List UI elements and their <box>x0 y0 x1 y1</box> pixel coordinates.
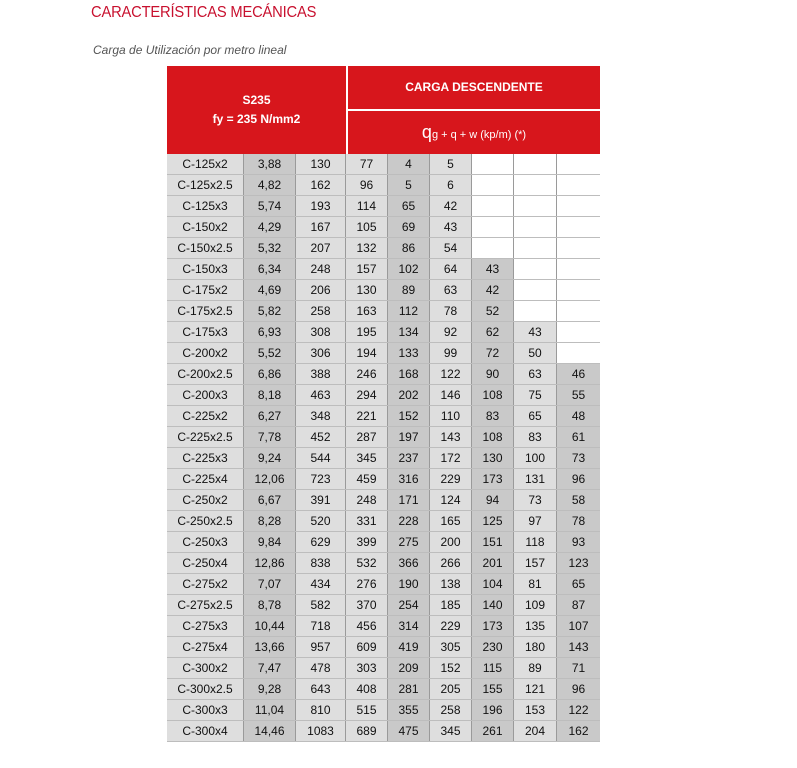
profile-cell: C-225x3 <box>167 448 244 468</box>
value-cell: 55 <box>557 385 600 405</box>
value-cell: 810 <box>296 700 346 720</box>
table-row <box>167 553 600 574</box>
value-cell: 6 <box>430 175 472 195</box>
value-cell: 130 <box>346 280 388 300</box>
value-cell: 544 <box>296 448 346 468</box>
value-cell: 306 <box>296 343 346 363</box>
profile-cell: C-250x4 <box>167 553 244 573</box>
value-cell: 308 <box>296 322 346 342</box>
page-title: CARACTERÍSTICAS MECÁNICAS <box>91 4 317 21</box>
table-row <box>167 238 600 259</box>
value-cell: 7,47 <box>244 658 296 678</box>
value-cell: 94 <box>472 490 514 510</box>
value-cell: 6,27 <box>244 406 296 426</box>
table-row <box>167 259 600 280</box>
value-cell: 266 <box>430 553 472 573</box>
value-cell: 133 <box>388 343 430 363</box>
value-cell: 146 <box>430 385 472 405</box>
profile-cell: C-225x2 <box>167 406 244 426</box>
profile-cell: C-200x3 <box>167 385 244 405</box>
value-cell: 303 <box>346 658 388 678</box>
value-cell: 50 <box>514 343 557 363</box>
value-cell <box>472 196 514 216</box>
table-row <box>167 637 600 658</box>
value-cell: 391 <box>296 490 346 510</box>
table-row <box>167 175 600 196</box>
value-cell: 4 <box>388 154 430 174</box>
value-cell: 193 <box>296 196 346 216</box>
value-cell: 838 <box>296 553 346 573</box>
value-cell: 152 <box>430 658 472 678</box>
table-row <box>167 154 600 175</box>
value-cell: 63 <box>514 364 557 384</box>
value-cell: 143 <box>557 637 600 657</box>
value-cell: 152 <box>388 406 430 426</box>
value-cell: 197 <box>388 427 430 447</box>
value-cell: 132 <box>346 238 388 258</box>
value-cell: 6,93 <box>244 322 296 342</box>
value-cell: 43 <box>430 217 472 237</box>
value-cell: 115 <box>472 658 514 678</box>
value-cell: 43 <box>514 322 557 342</box>
table-row <box>167 196 600 217</box>
value-cell: 162 <box>296 175 346 195</box>
profile-cell: C-200x2 <box>167 343 244 363</box>
value-cell: 65 <box>514 406 557 426</box>
value-cell: 130 <box>296 154 346 174</box>
value-cell: 110 <box>430 406 472 426</box>
value-cell: 331 <box>346 511 388 531</box>
value-cell <box>557 217 600 237</box>
value-cell: 78 <box>557 511 600 531</box>
value-cell: 254 <box>388 595 430 615</box>
value-cell: 8,28 <box>244 511 296 531</box>
table-row <box>167 700 600 721</box>
profile-cell: C-275x4 <box>167 637 244 657</box>
table-body <box>167 154 600 742</box>
value-cell: 54 <box>430 238 472 258</box>
profile-cell: C-300x3 <box>167 700 244 720</box>
value-cell: 209 <box>388 658 430 678</box>
value-cell: 167 <box>296 217 346 237</box>
load-formula-header <box>348 111 600 154</box>
value-cell: 138 <box>430 574 472 594</box>
steel-grade-header <box>167 66 346 154</box>
value-cell: 348 <box>296 406 346 426</box>
value-cell: 9,84 <box>244 532 296 552</box>
table-row <box>167 658 600 679</box>
value-cell: 9,28 <box>244 679 296 699</box>
value-cell: 478 <box>296 658 346 678</box>
value-cell: 122 <box>430 364 472 384</box>
value-cell: 459 <box>346 469 388 489</box>
value-cell: 185 <box>430 595 472 615</box>
value-cell: 73 <box>557 448 600 468</box>
value-cell: 5,74 <box>244 196 296 216</box>
value-cell: 107 <box>557 616 600 636</box>
profile-cell: C-125x2.5 <box>167 175 244 195</box>
value-cell: 86 <box>388 238 430 258</box>
yield-strength-label: fy = 235 N/mm2 <box>212 112 301 126</box>
value-cell <box>472 217 514 237</box>
value-cell: 173 <box>472 469 514 489</box>
value-cell <box>472 154 514 174</box>
value-cell: 180 <box>514 637 557 657</box>
value-cell: 204 <box>514 721 557 741</box>
value-cell: 89 <box>388 280 430 300</box>
value-cell: 130 <box>472 448 514 468</box>
value-cell: 112 <box>388 301 430 321</box>
value-cell: 77 <box>346 154 388 174</box>
value-cell: 246 <box>346 364 388 384</box>
value-cell <box>514 301 557 321</box>
value-cell <box>557 259 600 279</box>
value-cell: 305 <box>430 637 472 657</box>
table-row <box>167 427 600 448</box>
value-cell: 206 <box>296 280 346 300</box>
value-cell: 370 <box>346 595 388 615</box>
value-cell: 90 <box>472 364 514 384</box>
value-cell: 125 <box>472 511 514 531</box>
value-cell <box>557 322 600 342</box>
value-cell: 92 <box>430 322 472 342</box>
value-cell: 108 <box>472 427 514 447</box>
value-cell: 162 <box>557 721 600 741</box>
value-cell: 135 <box>514 616 557 636</box>
value-cell: 194 <box>346 343 388 363</box>
table-row <box>167 511 600 532</box>
value-cell: 104 <box>472 574 514 594</box>
table-row <box>167 301 600 322</box>
value-cell: 4,69 <box>244 280 296 300</box>
value-cell: 723 <box>296 469 346 489</box>
value-cell: 261 <box>472 721 514 741</box>
profile-cell: C-200x2.5 <box>167 364 244 384</box>
value-cell: 221 <box>346 406 388 426</box>
value-cell: 157 <box>346 259 388 279</box>
table-row <box>167 616 600 637</box>
value-cell: 207 <box>296 238 346 258</box>
value-cell: 13,66 <box>244 637 296 657</box>
value-cell: 532 <box>346 553 388 573</box>
value-cell: 75 <box>514 385 557 405</box>
value-cell: 96 <box>557 679 600 699</box>
value-cell: 205 <box>430 679 472 699</box>
profile-cell: C-150x2 <box>167 217 244 237</box>
q-symbol: q <box>421 122 432 142</box>
value-cell: 248 <box>296 259 346 279</box>
value-cell: 96 <box>346 175 388 195</box>
value-cell: 399 <box>346 532 388 552</box>
value-cell: 96 <box>557 469 600 489</box>
profile-cell: C-125x3 <box>167 196 244 216</box>
load-table <box>167 66 600 738</box>
value-cell: 408 <box>346 679 388 699</box>
profile-cell: C-275x3 <box>167 616 244 636</box>
value-cell: 83 <box>514 427 557 447</box>
profile-cell: C-225x2.5 <box>167 427 244 447</box>
value-cell: 248 <box>346 490 388 510</box>
value-cell: 11,04 <box>244 700 296 720</box>
table-row <box>167 532 600 553</box>
profile-cell: C-250x2.5 <box>167 511 244 531</box>
value-cell: 314 <box>388 616 430 636</box>
value-cell: 122 <box>557 700 600 720</box>
value-cell <box>557 196 600 216</box>
value-cell: 258 <box>430 700 472 720</box>
value-cell <box>557 280 600 300</box>
value-cell: 281 <box>388 679 430 699</box>
value-cell: 12,06 <box>244 469 296 489</box>
value-cell: 97 <box>514 511 557 531</box>
value-cell: 190 <box>388 574 430 594</box>
value-cell: 108 <box>472 385 514 405</box>
value-cell: 195 <box>346 322 388 342</box>
value-cell: 48 <box>557 406 600 426</box>
profile-cell: C-175x3 <box>167 322 244 342</box>
value-cell: 143 <box>430 427 472 447</box>
value-cell: 140 <box>472 595 514 615</box>
value-cell: 168 <box>388 364 430 384</box>
table-row <box>167 448 600 469</box>
profile-cell: C-150x3 <box>167 259 244 279</box>
value-cell: 355 <box>388 700 430 720</box>
table-row <box>167 406 600 427</box>
value-cell: 201 <box>472 553 514 573</box>
page-subtitle: Carga de Utilización por metro lineal <box>93 43 287 57</box>
profile-cell: C-150x2.5 <box>167 238 244 258</box>
value-cell: 475 <box>388 721 430 741</box>
table-row <box>167 217 600 238</box>
value-cell: 10,44 <box>244 616 296 636</box>
value-cell: 228 <box>388 511 430 531</box>
value-cell: 81 <box>514 574 557 594</box>
load-direction-header: CARGA DESCENDENTE <box>348 66 600 109</box>
value-cell: 155 <box>472 679 514 699</box>
value-cell: 582 <box>296 595 346 615</box>
value-cell: 171 <box>388 490 430 510</box>
table-row <box>167 469 600 490</box>
value-cell: 229 <box>430 469 472 489</box>
value-cell: 71 <box>557 658 600 678</box>
value-cell: 134 <box>388 322 430 342</box>
value-cell: 124 <box>430 490 472 510</box>
profile-cell: C-300x2 <box>167 658 244 678</box>
value-cell: 1083 <box>296 721 346 741</box>
profile-cell: C-275x2.5 <box>167 595 244 615</box>
table-row <box>167 721 600 742</box>
value-cell: 165 <box>430 511 472 531</box>
value-cell: 78 <box>430 301 472 321</box>
value-cell: 46 <box>557 364 600 384</box>
profile-cell: C-125x2 <box>167 154 244 174</box>
value-cell: 131 <box>514 469 557 489</box>
value-cell: 7,78 <box>244 427 296 447</box>
profile-cell: C-275x2 <box>167 574 244 594</box>
q-subscript: g + q + w (kp/m) (*) <box>431 129 527 141</box>
value-cell: 153 <box>514 700 557 720</box>
value-cell: 515 <box>346 700 388 720</box>
value-cell: 5,52 <box>244 343 296 363</box>
value-cell: 65 <box>388 196 430 216</box>
profile-cell: C-300x4 <box>167 721 244 741</box>
value-cell: 957 <box>296 637 346 657</box>
value-cell: 7,07 <box>244 574 296 594</box>
value-cell: 118 <box>514 532 557 552</box>
value-cell: 345 <box>346 448 388 468</box>
value-cell <box>557 301 600 321</box>
value-cell: 99 <box>430 343 472 363</box>
value-cell: 5 <box>388 175 430 195</box>
value-cell: 121 <box>514 679 557 699</box>
value-cell: 61 <box>557 427 600 447</box>
value-cell: 419 <box>388 637 430 657</box>
value-cell <box>557 175 600 195</box>
value-cell: 42 <box>472 280 514 300</box>
value-cell <box>557 238 600 258</box>
value-cell: 6,67 <box>244 490 296 510</box>
value-cell: 366 <box>388 553 430 573</box>
value-cell <box>514 259 557 279</box>
profile-cell: C-175x2 <box>167 280 244 300</box>
value-cell: 196 <box>472 700 514 720</box>
value-cell: 316 <box>388 469 430 489</box>
value-cell: 6,86 <box>244 364 296 384</box>
value-cell: 83 <box>472 406 514 426</box>
value-cell: 63 <box>430 280 472 300</box>
table-row <box>167 322 600 343</box>
value-cell: 8,78 <box>244 595 296 615</box>
value-cell: 105 <box>346 217 388 237</box>
value-cell: 237 <box>388 448 430 468</box>
value-cell: 456 <box>346 616 388 636</box>
value-cell: 689 <box>346 721 388 741</box>
value-cell: 629 <box>296 532 346 552</box>
value-cell: 172 <box>430 448 472 468</box>
table-row <box>167 343 600 364</box>
table-row <box>167 490 600 511</box>
value-cell: 65 <box>557 574 600 594</box>
value-cell <box>514 154 557 174</box>
value-cell <box>514 217 557 237</box>
value-cell: 123 <box>557 553 600 573</box>
value-cell: 14,46 <box>244 721 296 741</box>
value-cell <box>557 154 600 174</box>
table-row <box>167 364 600 385</box>
value-cell: 151 <box>472 532 514 552</box>
value-cell: 109 <box>514 595 557 615</box>
value-cell: 4,82 <box>244 175 296 195</box>
value-cell <box>472 238 514 258</box>
value-cell: 72 <box>472 343 514 363</box>
value-cell <box>557 343 600 363</box>
profile-cell: C-175x2.5 <box>167 301 244 321</box>
value-cell: 100 <box>514 448 557 468</box>
value-cell: 520 <box>296 511 346 531</box>
value-cell: 8,18 <box>244 385 296 405</box>
value-cell: 5 <box>430 154 472 174</box>
value-cell: 5,82 <box>244 301 296 321</box>
value-cell: 114 <box>346 196 388 216</box>
value-cell: 3,88 <box>244 154 296 174</box>
table-row <box>167 574 600 595</box>
value-cell: 294 <box>346 385 388 405</box>
value-cell: 42 <box>430 196 472 216</box>
value-cell: 157 <box>514 553 557 573</box>
value-cell: 163 <box>346 301 388 321</box>
value-cell: 345 <box>430 721 472 741</box>
profile-cell: C-225x4 <box>167 469 244 489</box>
value-cell: 73 <box>514 490 557 510</box>
value-cell: 275 <box>388 532 430 552</box>
value-cell: 58 <box>557 490 600 510</box>
value-cell: 202 <box>388 385 430 405</box>
table-row <box>167 385 600 406</box>
value-cell: 173 <box>472 616 514 636</box>
value-cell: 463 <box>296 385 346 405</box>
value-cell: 69 <box>388 217 430 237</box>
value-cell: 102 <box>388 259 430 279</box>
value-cell: 287 <box>346 427 388 447</box>
value-cell: 43 <box>472 259 514 279</box>
value-cell <box>514 175 557 195</box>
profile-cell: C-250x2 <box>167 490 244 510</box>
value-cell: 718 <box>296 616 346 636</box>
value-cell <box>514 238 557 258</box>
value-cell: 609 <box>346 637 388 657</box>
value-cell: 258 <box>296 301 346 321</box>
value-cell: 229 <box>430 616 472 636</box>
value-cell: 643 <box>296 679 346 699</box>
value-cell: 452 <box>296 427 346 447</box>
value-cell: 87 <box>557 595 600 615</box>
value-cell: 5,32 <box>244 238 296 258</box>
profile-cell: C-250x3 <box>167 532 244 552</box>
value-cell <box>514 280 557 300</box>
value-cell: 52 <box>472 301 514 321</box>
table-row <box>167 679 600 700</box>
value-cell: 89 <box>514 658 557 678</box>
value-cell: 200 <box>430 532 472 552</box>
value-cell: 9,24 <box>244 448 296 468</box>
value-cell: 4,29 <box>244 217 296 237</box>
value-cell: 64 <box>430 259 472 279</box>
value-cell: 388 <box>296 364 346 384</box>
value-cell <box>472 175 514 195</box>
value-cell: 6,34 <box>244 259 296 279</box>
steel-grade-label: S235 <box>242 93 271 107</box>
value-cell: 230 <box>472 637 514 657</box>
value-cell: 93 <box>557 532 600 552</box>
value-cell: 434 <box>296 574 346 594</box>
profile-cell: C-300x2.5 <box>167 679 244 699</box>
table-row <box>167 595 600 616</box>
value-cell: 276 <box>346 574 388 594</box>
value-cell: 62 <box>472 322 514 342</box>
table-row <box>167 280 600 301</box>
value-cell <box>514 196 557 216</box>
value-cell: 12,86 <box>244 553 296 573</box>
